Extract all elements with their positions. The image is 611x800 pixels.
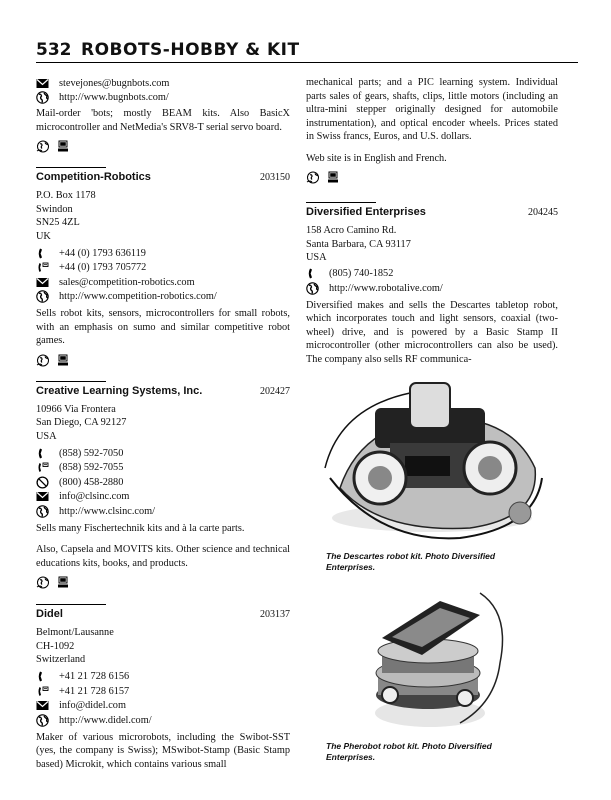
computer-icon: [56, 354, 70, 367]
web-link[interactable]: http://www.clsinc.com/: [59, 505, 155, 517]
phone-icon: [36, 670, 49, 683]
phone-number: +41 21 728 6156: [59, 671, 130, 682]
worldwide-icon: [36, 354, 50, 367]
worldwide-icon: [36, 140, 50, 153]
entry-competition-robotics: [36, 167, 290, 368]
address-line: 158 Acro Camino Rd.: [306, 225, 397, 236]
toll-free-number: (800) 458-2880: [59, 476, 124, 488]
address-line: CH-1092: [36, 640, 75, 652]
entry-didel: [36, 604, 290, 771]
address: [36, 403, 290, 444]
email-link[interactable]: sales@competition-robotics.com: [59, 276, 195, 288]
separator: [306, 202, 376, 203]
web-link[interactable]: http://www.robotalive.com/: [329, 282, 443, 294]
pherobot-robot-photo: [360, 583, 512, 735]
address-line: San Diego, CA 92127: [36, 417, 127, 428]
page-number: 532: [36, 40, 72, 60]
toll-free-icon: [36, 476, 49, 489]
fax-number: +44 (0) 1793 705772: [59, 262, 147, 273]
address-line: Switzerland: [36, 654, 86, 665]
entry-description: Maker of various microrobots, including the Swibot-SST (yes, the company is Swiss); MSwibot-Stamp (Basic Stamp based) Microkit, which contains various small: [36, 731, 290, 770]
globe-icon: [36, 91, 49, 104]
address: [36, 626, 290, 667]
email-link[interactable]: stevejones@bugnbots.com: [59, 77, 170, 89]
address-line: SN25 4ZL: [36, 217, 80, 228]
globe-icon: [36, 290, 49, 303]
company-name: Creative Learning Systems, Inc.: [36, 384, 203, 397]
email-icon: [36, 490, 49, 503]
worldwide-icon: [306, 171, 320, 184]
descartes-robot-photo: [320, 368, 552, 548]
phone-number: (805) 740-1852: [329, 268, 394, 279]
email-icon: [36, 699, 49, 712]
entry-creative-learning: [36, 381, 290, 591]
entry-description: Mail-order 'bots; mostly BEAM kits. Also BasicX microcontroller and NetMedia's SRV8-T serial servo board.: [36, 108, 290, 133]
entry-bugnbots: [36, 76, 290, 154]
entry-id: 202427: [260, 385, 290, 397]
entry-description: Sells robot kits, sensors, microcontrollers for small robots, with an emphasis on sumo and similar competitive robot games.: [36, 308, 290, 346]
photo-caption: The Pherobot robot kit. Photo Diversified Enterprises.: [326, 741, 492, 762]
phone-icon: [36, 447, 49, 460]
globe-icon: [306, 282, 319, 295]
entry-description-2: Also, Capsela and MOVITS kits. Other science and technical educations kits, books, and products.: [36, 544, 290, 569]
company-name: Didel: [36, 608, 63, 620]
worldwide-icon: [36, 576, 50, 589]
globe-icon: [36, 505, 49, 518]
photo-caption: The Descartes robot kit. Photo Diversified Enterprises.: [326, 551, 496, 572]
left-column: [36, 76, 290, 771]
email-icon: [36, 77, 49, 90]
page-title: ROBOTS-HOBBY & KIT: [81, 40, 300, 60]
address-line: UK: [36, 230, 51, 242]
separator: [36, 167, 106, 168]
email-icon: [36, 276, 49, 289]
company-name: Competition-Robotics: [36, 171, 151, 183]
phone-icon: [306, 267, 319, 280]
web-link[interactable]: http://www.didel.com/: [59, 714, 152, 726]
entry-id: 204245: [528, 207, 558, 218]
fax-number: +41 21 728 6157: [59, 685, 130, 697]
address-line: USA: [306, 252, 327, 263]
phone-number: (858) 592-7050: [59, 447, 124, 459]
address-line: 10966 Via Frontera: [36, 403, 116, 415]
separator: [36, 604, 106, 605]
language-note: Web site is in English and French.: [306, 152, 447, 164]
fax-icon: [36, 461, 49, 474]
fax-icon: [36, 685, 49, 698]
address-line: USA: [36, 430, 57, 442]
address: [36, 189, 290, 243]
globe-icon: [36, 714, 49, 727]
entry-diversified: [306, 202, 558, 366]
phone-icon: [36, 247, 49, 260]
entry-description-continued: mechanical parts; and a PIC learning system. Individual parts sales of gears, shafts, clips, little motors (including an ultra-mini stepper originally designed for automobile instrumentation), and optical encoder wheels. Prices stated in Swiss francs, Euros, and U.S. dollars.: [306, 77, 558, 142]
web-link[interactable]: http://www.bugnbots.com/: [59, 92, 169, 103]
email-link[interactable]: info@didel.com: [59, 700, 126, 711]
address-line: P.O. Box 1178: [36, 190, 96, 201]
right-column: [306, 76, 558, 366]
phone-number: +44 (0) 1793 636119: [59, 247, 146, 259]
computer-icon: [326, 171, 340, 184]
computer-icon: [56, 576, 70, 589]
email-link[interactable]: info@clsinc.com: [59, 491, 130, 502]
address-line: Swindon: [36, 203, 73, 215]
fax-icon: [36, 261, 49, 274]
address-line: Belmont/Lausanne: [36, 627, 114, 638]
computer-icon: [56, 140, 70, 153]
company-name: Diversified Enterprises: [306, 206, 426, 218]
entry-description: Diversified makes and sells the Descartes tabletop robot, which incorporates touch and light sensors, coaxial (two-wheel) drive, and is powered by a Basic Stamp II microcontroller (other microcontrollers can also be used). The company also sells RF communica-: [306, 299, 558, 365]
entry-id: 203150: [260, 172, 290, 183]
entry-id: 203137: [260, 609, 290, 620]
page-header: [36, 40, 578, 63]
web-link[interactable]: http://www.competition-robotics.com/: [59, 291, 217, 302]
separator: [36, 381, 106, 382]
fax-number: (858) 592-7055: [59, 462, 124, 473]
address-line: Santa Barbara, CA 93117: [306, 238, 411, 250]
entry-description: Sells many Fischertechnik kits and à la carte parts.: [36, 522, 245, 534]
address: [306, 224, 558, 265]
